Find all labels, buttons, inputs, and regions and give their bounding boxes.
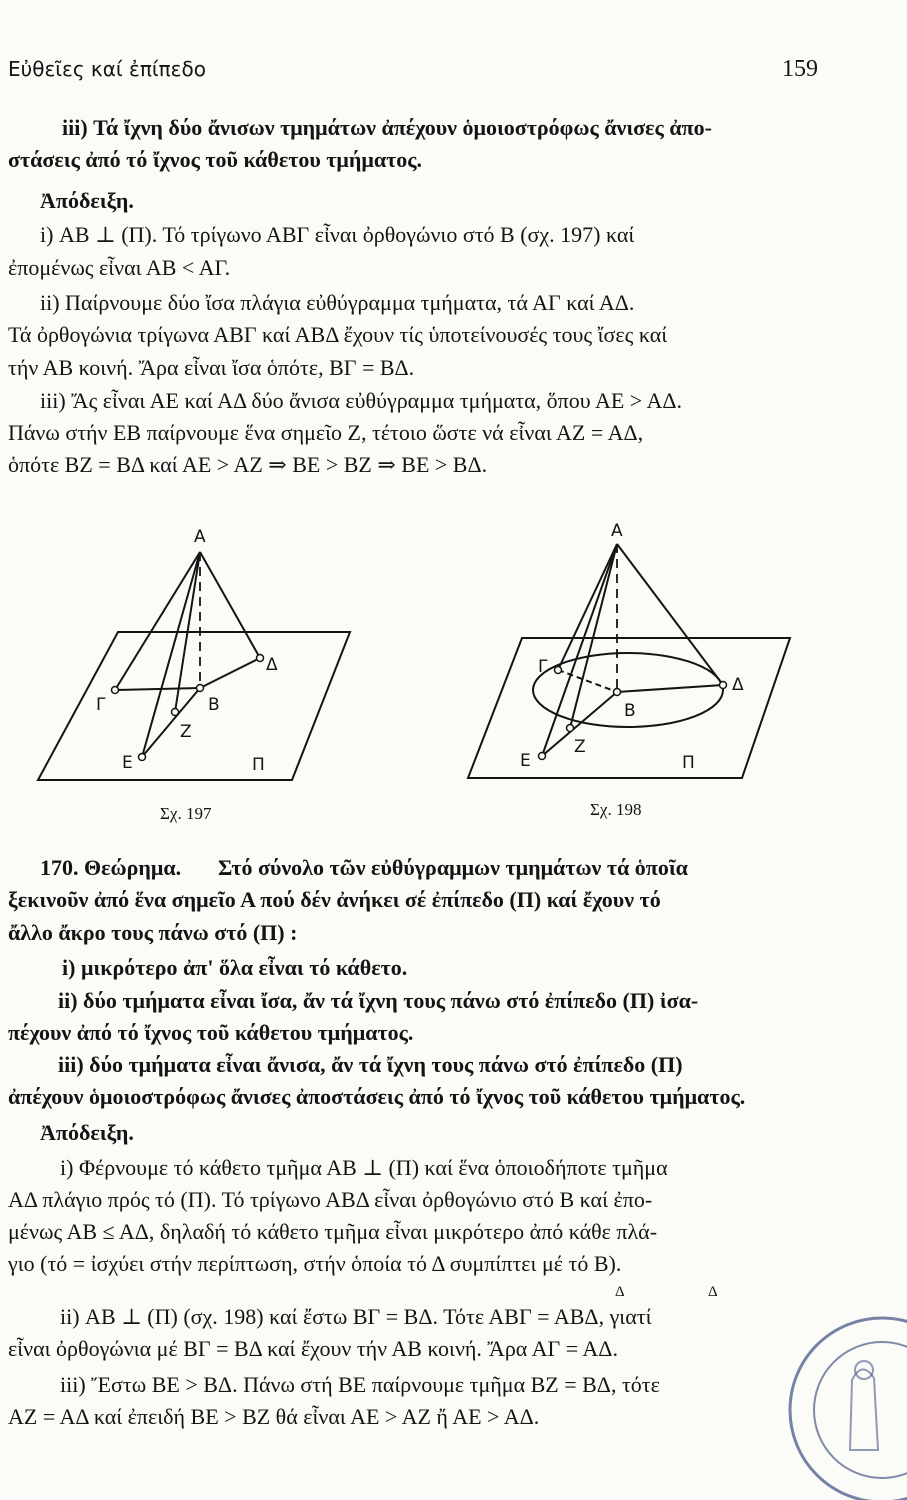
- proof2-i-line1: i) Φέρνουμε τό κάθετο τμῆμα ΑΒ ⊥ (Π) καί ἕνα ὁποιοδήποτε τμῆμα: [60, 1155, 668, 1180]
- proof-ii-line2: Τά ὀρθογώνια τρίγωνα ΑΒΓ καί ΑΒΔ ἔχουν τίς ὑποτείνουσές τους ἴσες καί: [8, 322, 668, 347]
- segment-bd: [200, 658, 260, 688]
- point-g: [555, 667, 562, 674]
- label-p: Π: [682, 753, 695, 773]
- label-e: Ε: [122, 753, 133, 773]
- running-header-title: Εὐθεῖες καί ἐπίπεδο: [8, 57, 206, 81]
- proof2-iii-line2: ΑΖ = ΑΔ καί ἐπειδή ΒΕ > ΒΖ θά εἶναι ΑΕ > ΑΖ ἤ ΑΕ > ΑΔ.: [8, 1404, 540, 1429]
- point-z: [172, 709, 179, 716]
- label-p: Π: [252, 755, 265, 775]
- point-b: [197, 685, 204, 692]
- theorem-i: i) μικρότερο ἀπ' ὅλα εἶναι τό κάθετο.: [62, 955, 408, 980]
- caption-fig197: Σχ. 197: [160, 804, 212, 823]
- proof2-ii-line1: ii) ΑΒ ⊥ (Π) (σχ. 198) καί ἔστω ΒΓ = ΒΔ. Τότε ΑΒΓ = ΑΒΔ, γιατί: [60, 1304, 652, 1329]
- label-g: Γ: [96, 695, 106, 715]
- segment-ad: [617, 544, 723, 685]
- theorem-line1: Στό σύνολο τῶν εὐθύγραμμων τμημάτων τά ὁποῖα: [218, 855, 688, 880]
- segment-ad: [200, 552, 260, 658]
- caption-fig198: Σχ. 198: [590, 800, 642, 819]
- point-e: [539, 753, 546, 760]
- label-a: Α: [611, 521, 623, 541]
- proof2-i-line3: μένως ΑΒ ≤ ΑΔ, δηλαδή τό κάθετο τμῆμα εἶναι μικρότερο ἀπό κάθε πλά-: [8, 1219, 658, 1244]
- label-d: Δ: [266, 655, 278, 675]
- theorem-iii-line2: ἀπέχουν ὁμοιοστρόφως ἄνισες ἀποστάσεις ἀπό τό ἴχνος τοῦ κάθετου τμήματος.: [8, 1084, 746, 1109]
- point-g: [112, 687, 119, 694]
- segment-az: [570, 544, 617, 728]
- proof2-iii-line1: iii) Ἔστω ΒΕ > ΒΔ. Πάνω στή ΒΕ παίρνουμε τμῆμα ΒΖ = ΒΔ, τότε: [60, 1372, 660, 1397]
- theorem-line2: ξεκινοῦν ἀπό ἕνα σημεῖο Α πού δέν ἀνήκει σέ ἐπίπεδο (Π) καί ἔχουν τό: [8, 887, 661, 912]
- proof-iii-line3: ὁπότε ΒΖ = ΒΔ καί ΑΕ > ΑΖ ⇒ ΒΕ > ΒΖ ⇒ ΒΕ > ΒΔ.: [8, 452, 488, 477]
- theorem-ii-line2: πέχουν ἀπό τό ἴχνος τοῦ κάθετου τμήματος.: [8, 1020, 414, 1045]
- segment-ag: [558, 544, 617, 670]
- point-d: [720, 682, 727, 689]
- label-e: Ε: [520, 751, 531, 771]
- point-e: [139, 754, 146, 761]
- library-stamp: [762, 1300, 907, 1500]
- theorem-ii-line1: ii) δύο τμήματα εἶναι ἴσα, ἄν τά ἴχνη τους πάνω στό ἐπίπεδο (Π) ἰσα-: [58, 988, 699, 1013]
- label-a: Α: [194, 527, 206, 547]
- label-z: Ζ: [180, 722, 192, 742]
- label-z: Ζ: [574, 737, 586, 757]
- proof2-i-line2: ΑΔ πλάγιο πρός τό (Π). Τό τρίγωνο ΑΒΔ εἶναι ὀρθογώνιο στό Β καί ἐπο-: [8, 1187, 653, 1212]
- segment-gb: [115, 688, 200, 690]
- proof-iii-line2: Πάνω στήν ΕΒ παίρνουμε ἕνα σημεῖο Ζ, τέτοιο ὥστε νά εἶναι ΑΖ = ΑΔ,: [8, 420, 644, 445]
- figure-198: [460, 520, 805, 795]
- segment-ag: [115, 552, 200, 690]
- item-iii-line1: iii) Τά ἴχνη δύο ἄνισων τμημάτων ἀπέχουν ὁμοιοστρόφως ἄνισες ἀπο-: [62, 115, 712, 140]
- proof2-ii-line2: εἶναι ὀρθογώνια μέ ΒΓ = ΒΔ καί ἔχουν τήν ΑΒ κοινή. Ἄρα ΑΓ = ΑΔ.: [8, 1336, 618, 1361]
- proof-iii-line1: iii) Ἄς εἶναι ΑΕ καί ΑΔ δύο ἄνισα εὐθύγραμμα τμήματα, ὅπου ΑΕ > ΑΔ.: [40, 388, 682, 413]
- label-b: Β: [624, 701, 636, 721]
- point-z: [567, 725, 574, 732]
- theorem-line3: ἄλλο ἄκρο τους πάνω στό (Π) :: [8, 920, 298, 945]
- theorem-heading: 170. Θεώρημα.: [40, 855, 182, 880]
- plane-p: [38, 632, 350, 780]
- proof-ii-line1: ii) Παίρνουμε δύο ἴσα πλάγια εὐθύγραμμα τμήματα, τά ΑΓ καί ΑΔ.: [40, 290, 635, 315]
- point-d: [257, 655, 264, 662]
- angle-mark-2: Δ: [708, 1284, 718, 1300]
- label-d: Δ: [732, 675, 744, 695]
- proof-ii-line3: τήν ΑΒ κοινή. Ἄρα εἶναι ἴσα ὁπότε, ΒΓ = ΒΔ.: [8, 355, 415, 380]
- proof-i-line1: i) ΑΒ ⊥ (Π). Τό τρίγωνο ΑΒΓ εἶναι ὀρθογώνιο στό Β (σχ. 197) καί: [40, 222, 635, 247]
- label-b: Β: [208, 695, 220, 715]
- angle-mark-1: Δ: [615, 1284, 625, 1300]
- proof-label: Ἀπόδειξη.: [40, 188, 134, 213]
- label-g: Γ: [538, 657, 548, 677]
- page-number: 159: [782, 56, 818, 82]
- proof2-i-line4: γιο (τό = ἰσχύει στήν περίπτωση, στήν ὁποία τό Δ συμπίπτει μέ τό Β).: [8, 1251, 622, 1276]
- item-iii-line2: στάσεις ἀπό τό ἴχνος τοῦ κάθετου τμήματος.: [8, 147, 423, 172]
- theorem-iii-line1: iii) δύο τμήματα εἶναι ἄνισα, ἄν τά ἴχνη τους πάνω στό ἐπίπεδο (Π): [58, 1052, 683, 1077]
- proof-i-line2: ἐπομένως εἶναι ΑΒ < ΑΓ.: [8, 255, 231, 280]
- proof2-label: Ἀπόδειξη.: [40, 1120, 134, 1145]
- segment-bd: [617, 685, 723, 692]
- figure-197: [30, 520, 375, 795]
- point-b: [614, 689, 621, 696]
